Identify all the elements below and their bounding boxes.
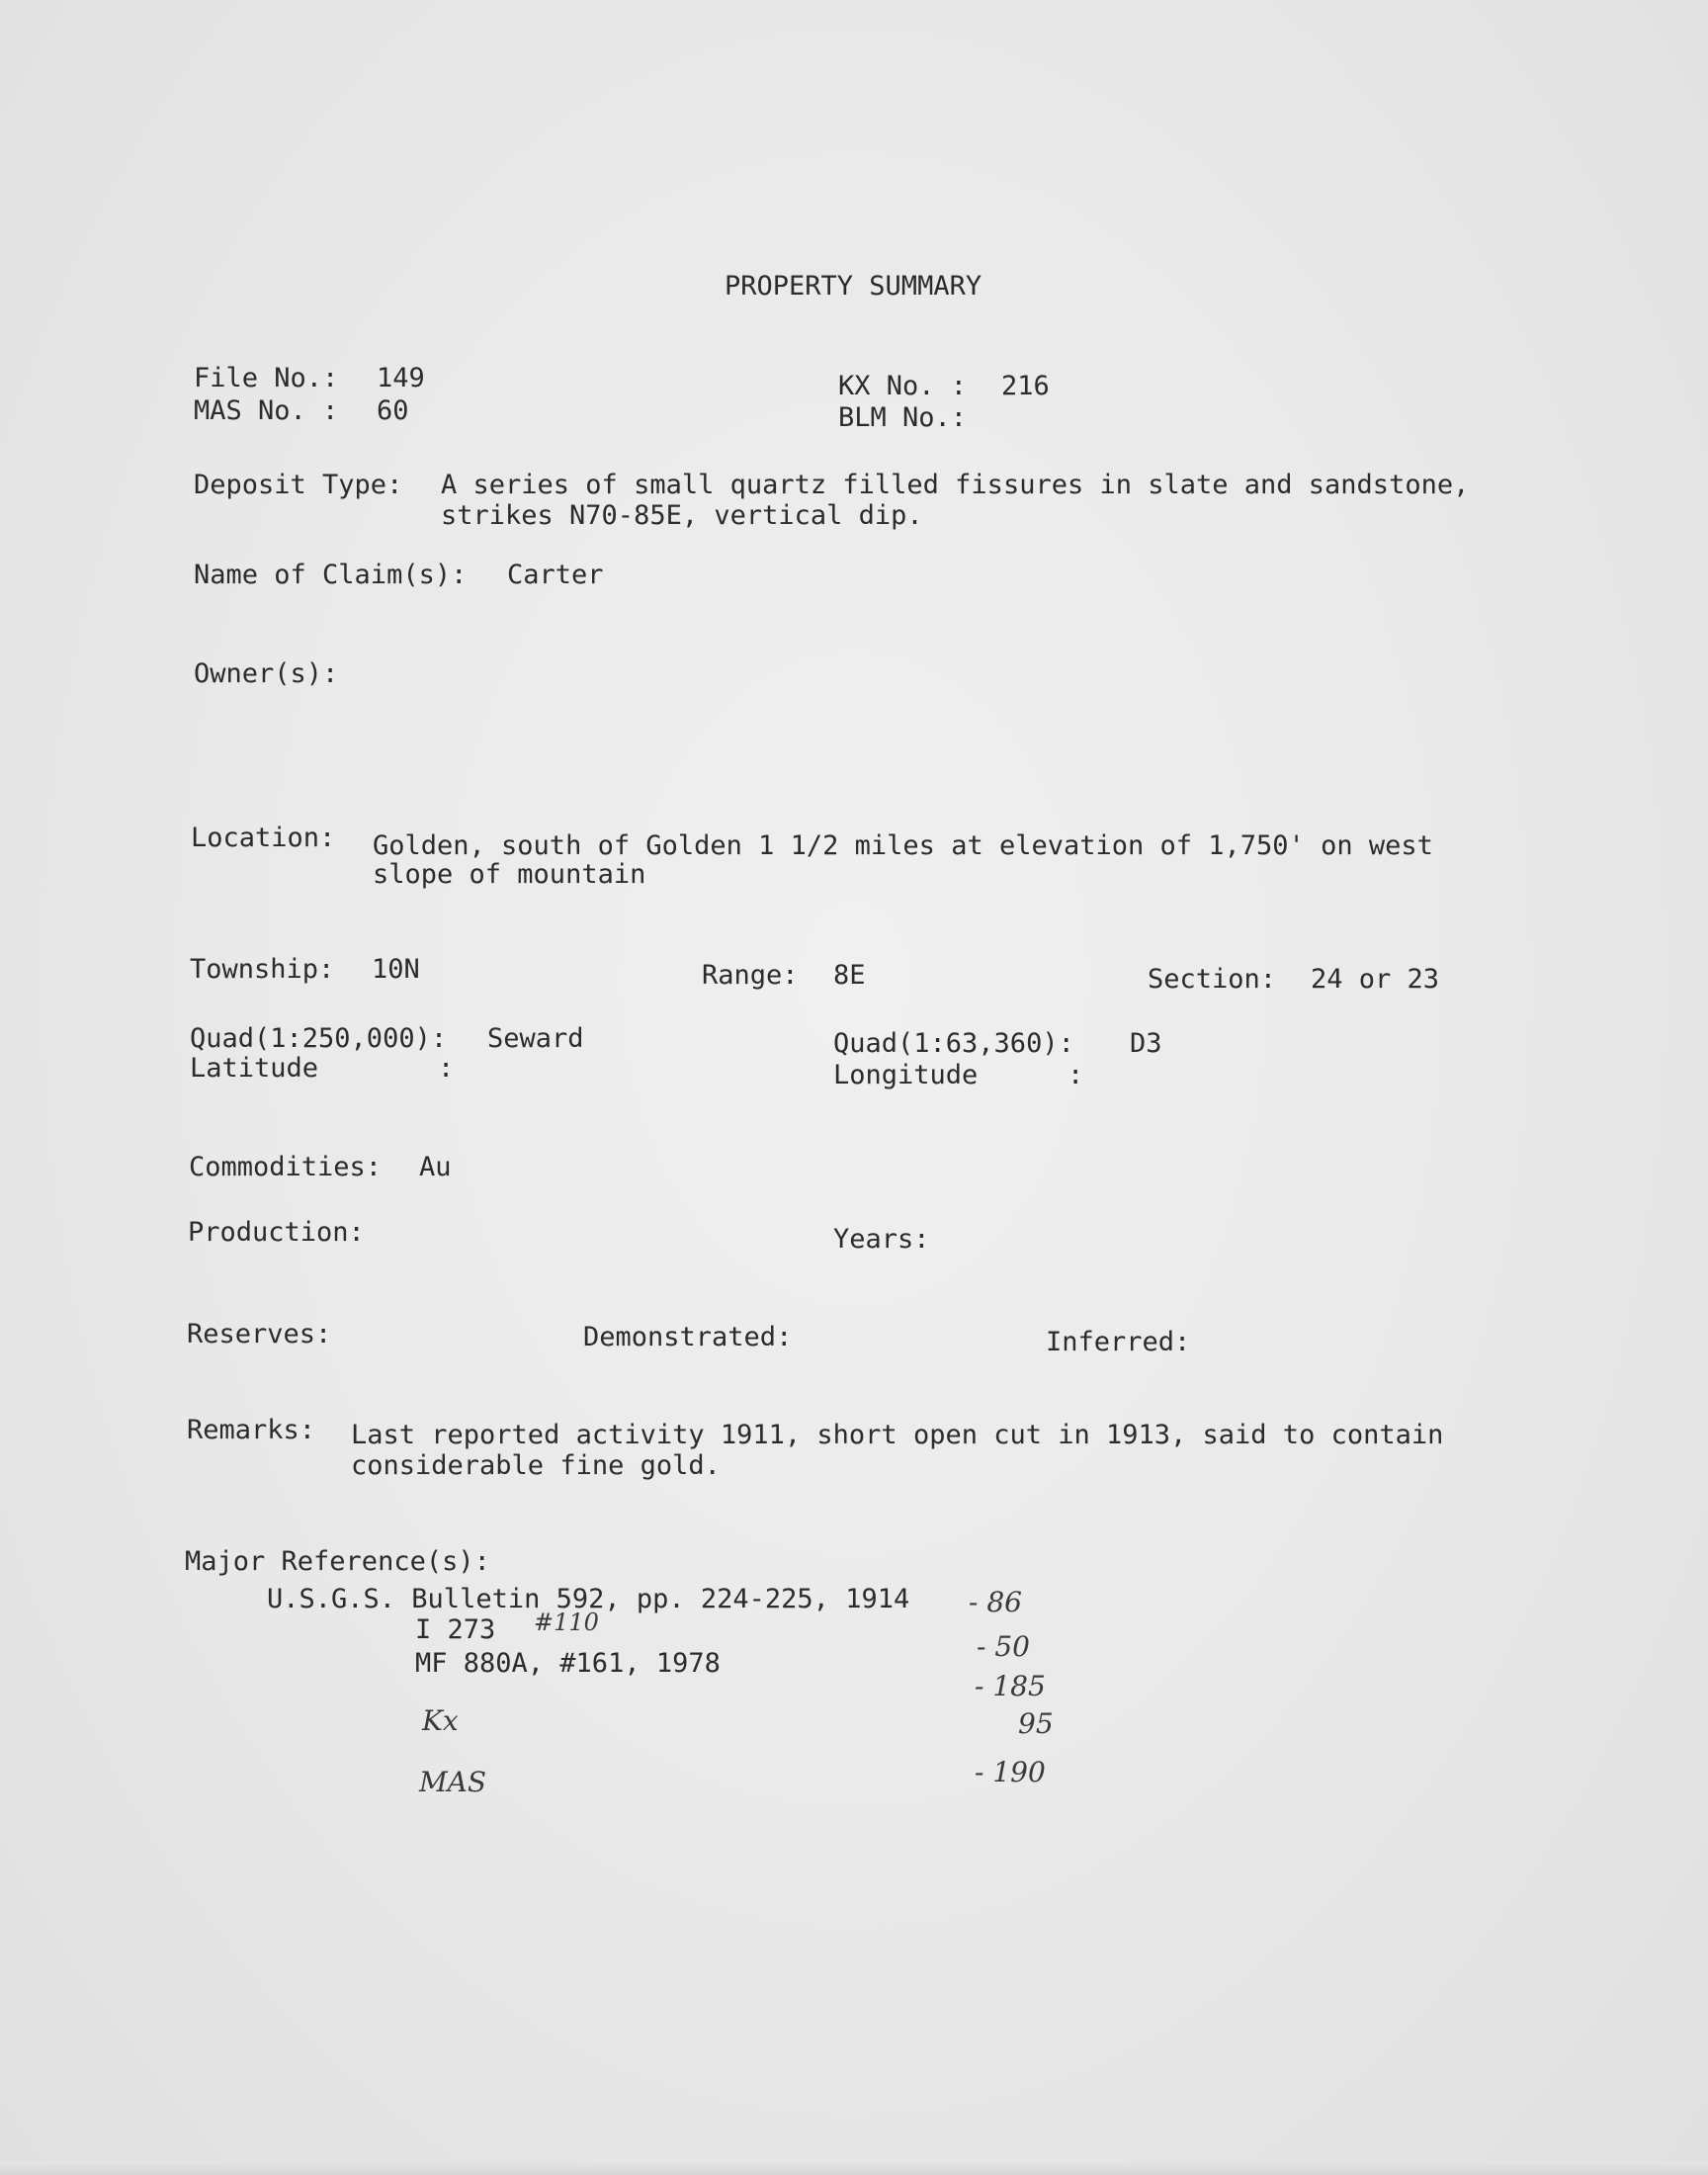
page-title: PROPERTY SUMMARY xyxy=(725,271,982,302)
range-label: Range: xyxy=(702,960,799,991)
latitude-colon: : xyxy=(438,1053,455,1084)
longitude-colon: : xyxy=(1068,1060,1084,1090)
latitude-label: Latitude xyxy=(190,1053,319,1084)
mas-no-label: MAS No. : xyxy=(194,395,339,426)
deposit-type-line-2: strikes N70-85E, vertical dip. xyxy=(441,500,923,531)
commodities-label: Commodities: xyxy=(189,1152,383,1182)
reference-item: U.S.G.S. Bulletin 592, pp. 224-225, 1914 xyxy=(267,1584,910,1614)
remarks-label: Remarks: xyxy=(187,1415,316,1445)
reference-item: MF 880A, #161, 1978 xyxy=(415,1648,721,1679)
section-value: 24 or 23 xyxy=(1311,964,1440,995)
handwritten-kx: Kx xyxy=(422,1704,459,1737)
handwritten-ref-note: #110 xyxy=(534,1609,599,1636)
claims-label: Name of Claim(s): xyxy=(194,560,468,590)
kx-no-value: 216 xyxy=(1001,371,1050,401)
handwritten-number: - 185 xyxy=(975,1670,1046,1702)
deposit-type-label: Deposit Type: xyxy=(194,470,403,500)
file-no-value: 149 xyxy=(377,363,425,393)
file-no-label: File No.: xyxy=(194,363,339,393)
reference-item: I 273 xyxy=(415,1614,496,1645)
handwritten-number: - 50 xyxy=(977,1630,1030,1663)
remarks-line-2: considerable fine gold. xyxy=(351,1450,721,1481)
location-line-2: slope of mountain xyxy=(373,859,646,890)
inferred-label: Inferred: xyxy=(1046,1327,1191,1357)
deposit-type-line-1: A series of small quartz filled fissures in slate and sandstone, xyxy=(441,470,1470,500)
township-value: 10N xyxy=(372,954,420,985)
handwritten-number: - 86 xyxy=(969,1586,1022,1618)
section-label: Section: xyxy=(1148,964,1277,995)
blm-no-label: BLM No.: xyxy=(838,402,968,433)
handwritten-number: 95 xyxy=(1018,1707,1054,1740)
demonstrated-label: Demonstrated: xyxy=(583,1322,793,1352)
township-label: Township: xyxy=(190,954,335,985)
claims-value: Carter xyxy=(507,560,604,590)
owners-label: Owner(s): xyxy=(194,658,339,689)
location-line-1: Golden, south of Golden 1 1/2 miles at elevation of 1,750' on west xyxy=(373,830,1433,861)
quad-63-value: D3 xyxy=(1130,1028,1162,1059)
production-label: Production: xyxy=(188,1217,365,1248)
references-label: Major Reference(s): xyxy=(185,1546,490,1577)
handwritten-number: - 190 xyxy=(975,1756,1046,1788)
remarks-line-1: Last reported activity 1911, short open cut in 1913, said to contain xyxy=(351,1420,1444,1450)
kx-no-label: KX No. : xyxy=(838,371,968,401)
quad-250-label: Quad(1:250,000): xyxy=(190,1023,448,1054)
years-label: Years: xyxy=(833,1224,930,1255)
quad-63-label: Quad(1:63,360): xyxy=(833,1028,1074,1059)
commodities-value: Au xyxy=(419,1152,452,1182)
handwritten-mas: MAS xyxy=(419,1766,487,1798)
reserves-label: Reserves: xyxy=(187,1319,332,1349)
quad-250-value: Seward xyxy=(487,1023,584,1054)
longitude-label: Longitude xyxy=(833,1060,979,1090)
location-label: Location: xyxy=(191,823,336,853)
mas-no-value: 60 xyxy=(377,395,409,426)
range-value: 8E xyxy=(833,960,866,991)
